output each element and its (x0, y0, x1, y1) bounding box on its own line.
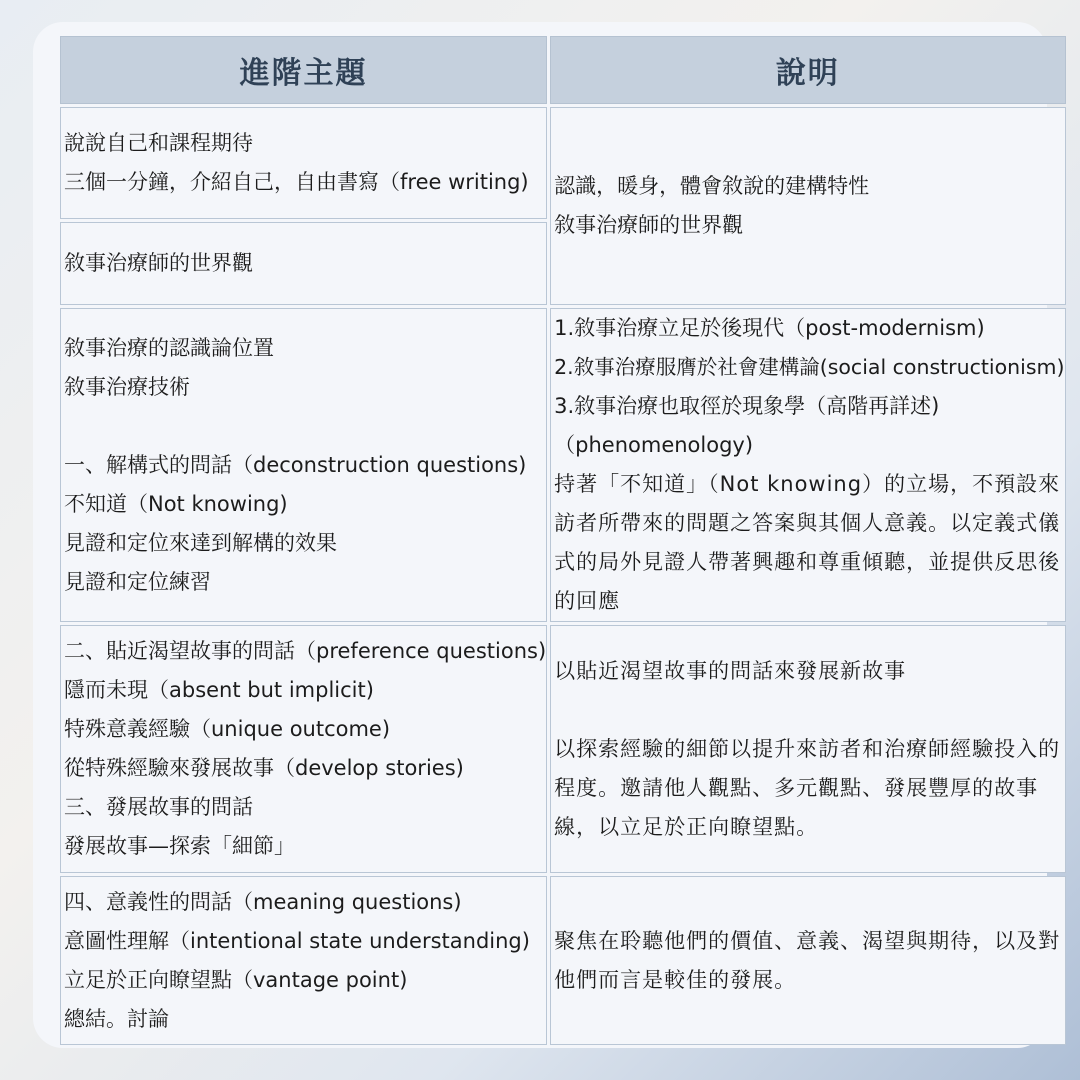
table-row (60, 625, 1066, 873)
topic-line: 三、發展故事的問話 (64, 795, 253, 819)
topic-line: 總結。討論 (64, 1006, 169, 1031)
description-cell (550, 107, 1065, 305)
topic-line: 隱而未現（absent but implicit) (64, 678, 374, 702)
topic-line: 意圖性理解（intentional state understanding) (64, 928, 530, 953)
topic-line: 從特殊經驗來發展故事（develop stories) (64, 756, 464, 780)
description-line: 2.敘事治療服膺於社會建構論(social constructionism) (554, 355, 1065, 379)
description-cell (550, 625, 1065, 873)
description-line: 1.敘事治療立足於後現代（post-modernism) (554, 316, 985, 340)
topic-cell (60, 222, 547, 305)
topic-line: 立足於正向瞭望點（vantage point) (64, 967, 408, 992)
header-topic: 進階主題 (60, 36, 547, 104)
topic-line: 三個一分鐘，介紹自己，自由書寫（free writing) (64, 170, 529, 194)
topic-line: 見證和定位練習 (64, 569, 211, 594)
spacer (554, 691, 1064, 730)
topic-line: 發展故事—探索「細節」 (64, 834, 295, 858)
course-table (57, 33, 1069, 1048)
topic-line: 二、貼近渴望故事的問話（preference questions) (64, 639, 547, 663)
spacer (64, 407, 546, 446)
description-line: 認識，暖身，體會敘說的建構特性 (554, 174, 870, 198)
topic-line: 敘事治療的認識論位置 (64, 335, 274, 360)
topic-cell (60, 107, 547, 219)
description-line: （phenomenology) (554, 433, 754, 457)
topic-cell (60, 308, 547, 622)
topic-line: 敘事治療師的世界觀 (64, 251, 253, 275)
table-row (60, 876, 1066, 1045)
description-line: 3.敘事治療也取徑於現象學（高階再詳述) (554, 394, 940, 418)
topic-line: 見證和定位來達到解構的效果 (64, 530, 337, 555)
topic-cell (60, 876, 547, 1045)
topic-line: 一、解構式的問話（deconstruction questions) (64, 452, 527, 477)
table-row (60, 308, 1066, 622)
topic-cell (60, 625, 547, 873)
topic-line: 不知道（Not knowing) (64, 491, 288, 516)
description-paragraph: 以探索經驗的細節以提升來訪者和治療師經驗投入的程度。邀請他人觀點、多元觀點、發展豐厚的故事線，以立足於正向瞭望點。 (554, 736, 1061, 839)
topic-line: 說說自己和課程期待 (64, 131, 253, 155)
header-description: 說明 (550, 36, 1065, 104)
topic-line: 敘事治療技術 (64, 374, 190, 399)
description-paragraph: 持著「不知道」（Not knowing）的立場，不預設來訪者所帶來的問題之答案與其個人意義。以定義式儀式的局外見證人帶著興趣和尊重傾聽，並提供反思後的回應 (554, 472, 1061, 613)
table-row (60, 107, 1066, 219)
topic-line: 四、意義性的問話（meaning questions) (64, 889, 462, 914)
description-line: 以貼近渴望故事的問話來發展新故事 (554, 658, 907, 683)
description-line: 敘事治療師的世界觀 (554, 213, 744, 237)
topic-line: 特殊意義經驗（unique outcome) (64, 717, 391, 741)
description-cell (550, 876, 1065, 1045)
description-cell (550, 308, 1065, 622)
description-paragraph: 聚焦在聆聽他們的價值、意義、渴望與期待，以及對他們而言是較佳的發展。 (554, 928, 1061, 992)
